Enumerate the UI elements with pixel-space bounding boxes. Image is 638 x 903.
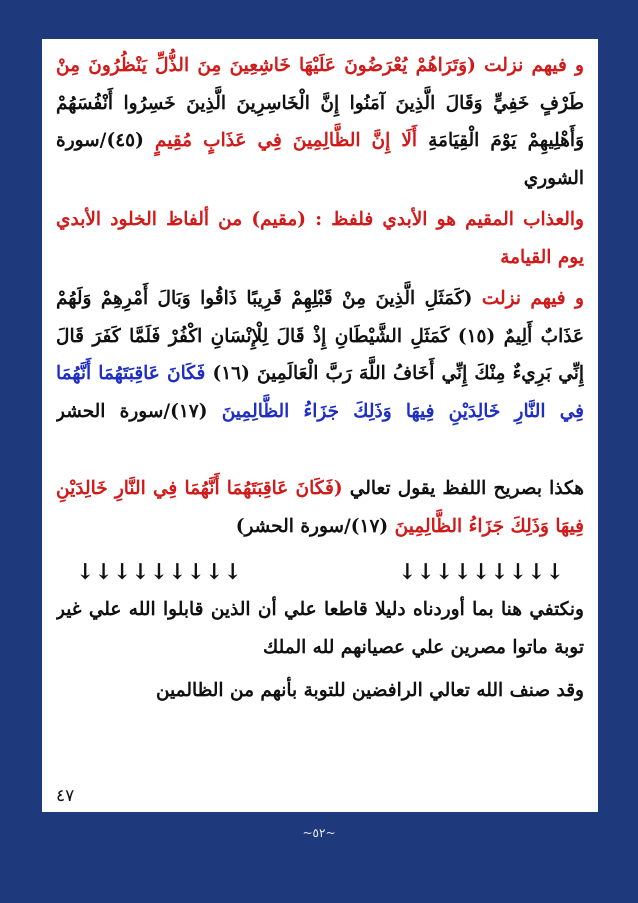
- highlighted-quote: فَكَانَ عَاقِبَتَهُمَا أَنَّهُمَا: [56, 363, 206, 384]
- verse-line: [56, 47, 584, 85]
- quran-quote: فِيهَا وَذَلِكَ جَزَاءُ الظَّالِمِينَ: [394, 515, 584, 537]
- down-arrows-icon: ↓↓↓↓↓↓↓↓↓: [76, 559, 242, 585]
- verse-line: [56, 355, 584, 393]
- verse-line: [56, 393, 584, 431]
- surah-reference: (٤٥)/سورة: [56, 130, 155, 151]
- commentary-line: والعذاب المقيم هو الأبدي فلفظ : (مقيم) من ألفاظ الخلود الأبدي: [56, 209, 584, 230]
- page-number: ٤٧: [56, 786, 75, 806]
- footer-page-number: ~٥٢~: [302, 826, 336, 840]
- commentary-line: [56, 508, 584, 546]
- verse-line: [56, 85, 584, 123]
- verse-line: [56, 122, 584, 160]
- label-text: و فيهم نزلت: [475, 55, 584, 76]
- verse-line: عَذَابٌ أَلِيمٌ (١٥) كَمَثَلِ الشَّيْطَانِ إِذْ قَالَ لِلْإِنْسَانِ اكْفُرْ فَلَمَّا كَفَرَ قَالَ: [56, 325, 584, 347]
- commentary-line: يوم القيامة: [500, 246, 584, 268]
- conclusion-line: وقد صنف الله تعالي الرافضين للتوبة بأنهم من الظالمين: [155, 680, 584, 701]
- quran-quote: طَرْفٍ خَفِيٍّ وَقَالَ الَّذِينَ آمَنُوا إِنَّ الْخَاسِرِينَ الَّذِينَ خَسِرُوا أَنْفُسَهُمْ: [56, 92, 584, 114]
- spacer: [56, 430, 584, 470]
- quran-quote: وَأَهْلِيهِمْ يَوْمَ الْقِيَامَةِ: [417, 130, 584, 151]
- commentary-line: [56, 470, 584, 508]
- highlighted-quote: أَلَا إِنَّ الظَّالِمِينَ فِي عَذَابٍ مُقِيمٍ: [154, 130, 418, 151]
- commentary-text: هكذا بصريح اللفظ يقول تعالي: [342, 478, 584, 499]
- quran-quote: (فَكَانَ عَاقِبَتَهُمَا أَنَّهُمَا فِي النَّارِ خَالِدَيْنِ: [56, 478, 343, 499]
- quran-quote: (كَمَثَلِ الَّذِينَ مِنْ قَبْلِهِمْ قَرِيبًا ذَاقُوا وَبَالَ أَمْرِهِمْ وَلَهُمْ: [56, 288, 473, 309]
- document-page: [42, 39, 598, 812]
- conclusion-line: توبة ماتوا مصرين علي عصيانهم لله الملك: [263, 636, 584, 658]
- quran-quote: (وَتَرَاهُمْ يُعْرَضُونَ عَلَيْهَا خَاشِعِينَ مِنَ الذُّلِّ يَنْظُرُونَ مِنْ: [56, 55, 476, 76]
- surah-reference: (١٧)/سورة الحشر): [235, 515, 395, 537]
- arrows-row: [56, 553, 584, 591]
- surah-reference: الشوري: [523, 167, 584, 189]
- surah-reference: (١٧)/سورة الحشر: [56, 400, 222, 422]
- quran-quote: إِنِّي بَرِيءٌ مِنْكَ إِنِّي أَخَافُ اللَّهَ رَبَّ الْعَالَمِينَ (١٦): [205, 363, 584, 384]
- verse-line: [56, 160, 584, 198]
- highlighted-quote: فِي النَّارِ خَالِدَيْنِ فِيهَا وَذَلِكَ جَزَاءُ الظَّالِمِينَ: [221, 400, 584, 422]
- down-arrows-icon: ↓↓↓↓↓↓↓↓↓: [398, 559, 564, 585]
- page-content: [56, 39, 584, 710]
- verse-line: [56, 280, 584, 318]
- label-text: و فيهم نزلت: [472, 288, 584, 309]
- conclusion-line: ونكتفي هنا بما أوردناه دليلا قاطعا علي أن الذين قابلوا الله علي غير: [56, 599, 584, 620]
